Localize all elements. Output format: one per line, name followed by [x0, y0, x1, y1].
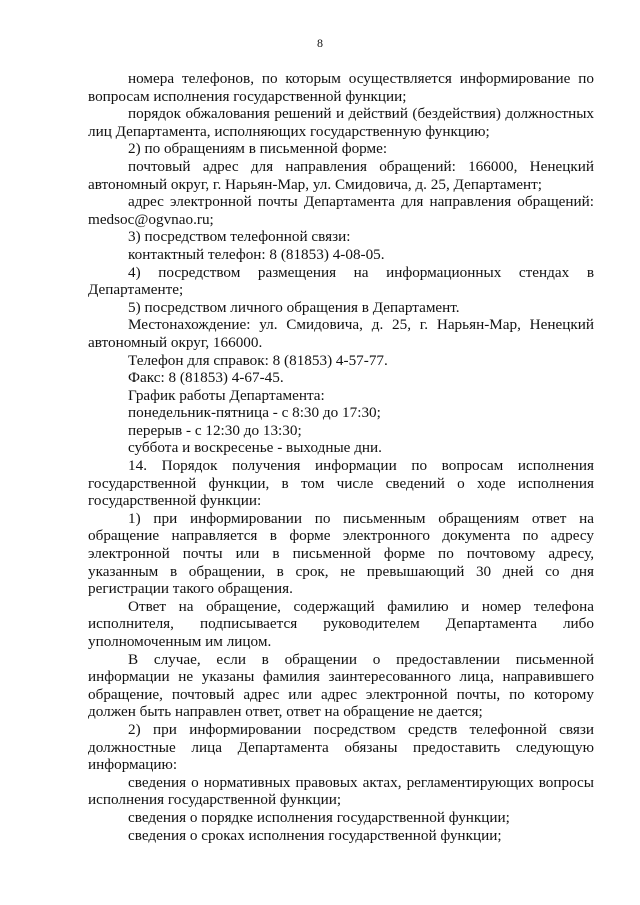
paragraph: номера телефонов, по которым осуществляется информирование по вопросам исполнения государственной функции;	[88, 70, 594, 105]
paragraph: сведения о сроках исполнения государственной функции;	[128, 826, 502, 844]
paragraph: Телефон для справок: 8 (81853) 4-57-77.	[128, 351, 388, 369]
paragraph: перерыв - с 12:30 до 13:30;	[128, 421, 302, 439]
paragraph: 4) посредством размещения на информационных стендах в Департаменте;	[88, 263, 594, 299]
paragraph: почтовый адрес для направления обращений: 166000, Ненецкий автономный округ, г. Нарьян-Мар, ул. Смидовича, д. 25, Департамент;	[88, 157, 594, 193]
paragraph: 5) посредством личного обращения в Департамент.	[128, 298, 460, 316]
paragraph: 14. Порядок получения информации по вопросам исполнения государственной функции, в том числе сведений о ходе исполнения государственной функции:	[88, 457, 594, 510]
paragraph: 2) по обращениям в письменной форме:	[128, 140, 388, 158]
paragraph: сведения о порядке исполнения государственной функции;	[128, 808, 510, 826]
paragraph: контактный телефон: 8 (81853) 4-08-05.	[128, 245, 385, 263]
paragraph: 3) посредством телефонной связи:	[128, 228, 351, 246]
page-number: 8	[317, 36, 323, 50]
paragraph: адрес электронной почты Департамента для направления обращений: medsoc@ogvnao.ru;	[88, 193, 594, 228]
paragraph: суббота и воскресенье - выходные дни.	[128, 439, 382, 457]
paragraph: В случае, если в обращении о предоставлении письменной информации не указаны фамилия заинтересованного лица, направившего обращение, почтовый адрес или адрес электронной почты, по которому должен быть направлен ответ, ответ на обращение не дается;	[88, 650, 594, 721]
paragraph: 2) при информировании посредством средств телефонной связи должностные лица Департамента обязаны предоставить следующую информацию:	[88, 720, 594, 774]
paragraph: сведения о нормативных правовых актах, регламентирующих вопросы исполнения государственной функции;	[88, 773, 594, 809]
document-body	[88, 70, 594, 844]
paragraph: 1) при информировании по письменным обращениям ответ на обращение направляется в форме электронного документа по адресу электронной почты или в письменной форме по почтовому адресу, указанным в обращении, в срок, не превышающий 30 дней со дня регистрации такого обращения.	[88, 509, 594, 598]
paragraph: порядок обжалования решений и действий (бездействия) должностных лиц Департамента, исполняющих государственную функцию;	[88, 105, 594, 140]
paragraph: Ответ на обращение, содержащий фамилию и номер телефона исполнителя, подписывается руководителем Департамента либо уполномоченным им лицом.	[88, 597, 594, 650]
paragraph: График работы Департамента:	[128, 386, 325, 404]
paragraph: Местонахождение: ул. Смидовича, д. 25, г. Нарьян-Мар, Ненецкий автономный округ, 166000.	[88, 316, 594, 351]
paragraph: понедельник-пятница - с 8:30 до 17:30;	[128, 404, 381, 422]
paragraph: Факс: 8 (81853) 4-67-45.	[128, 369, 284, 387]
